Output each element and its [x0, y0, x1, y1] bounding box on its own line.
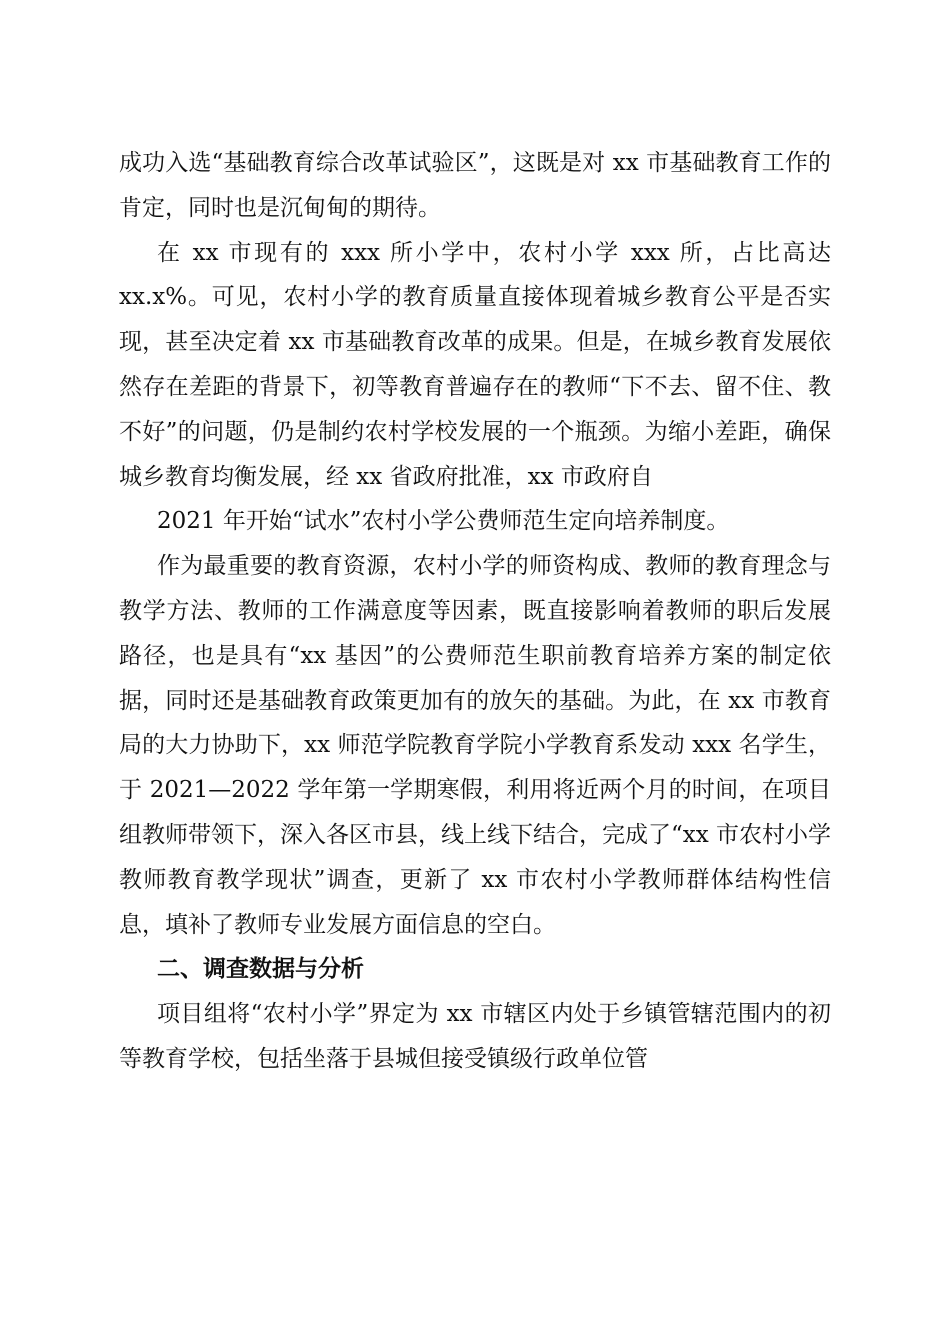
paragraph-teacher-survey: 作为最重要的教育资源，农村小学的师资构成、教师的教育理念与教学方法、教师的工作满意度等因素，既直接影响着教师的职后发展路径，也是具有“xx 基因”的公费师范生职前教育培养方案的制定依据，同时还是基础教育政策更加有的放矢的基础。为此，在 xx 市教育局的大力协助下，xx 师范学院教育学院小学教育系发动 xxx 名学生，于 2021—2022 学年第一学期寒假，利用将近两个月的时间，在项目组教师带领下，深入各区市县，线上线下结合，完成了“xx 市农村小学教师教育教学现状”调查，更新了 xx 市农村小学教师群体结构性信息，填补了教师专业发展方面信息的空白。 [119, 553, 832, 938]
paragraph-rural-schools: 在 xx 市现有的 xxx 所小学中，农村小学 xxx 所，占比高达 xx.x%。可见，农村小学的教育质量直接体现着城乡教育公平是否实现，甚至决定着 xx 市基础教育改革的成果。但是，在城乡教育发展依然存在差距的背景下，初等教育普遍存在的教师“下不去、留不住、教不好”的问题，仍是制约农村学校发展的一个瓶颈。为缩小差距，确保城乡教育均衡发展，经 xx 省政府批准，xx 市政府自 [119, 239, 831, 490]
paragraph-2021-pilot: 2021 年开始“试水”农村小学公费师范生定向培养制度。 [157, 508, 730, 535]
section-heading: 二、调查数据与分析 [157, 956, 364, 983]
paragraph-definition: 项目组将“农村小学”界定为 xx 市辖区内处于乡镇管辖范围内的初等教育学校，包括坐落于县城但接受镇级行政单位管 [119, 1001, 831, 1072]
paragraph-continued: 成功入选“基础教育综合改革试验区”，这既是对 xx 市基础教育工作的肯定，同时也是沉甸甸的期待。 [119, 150, 831, 221]
document-body [119, 141, 831, 1082]
